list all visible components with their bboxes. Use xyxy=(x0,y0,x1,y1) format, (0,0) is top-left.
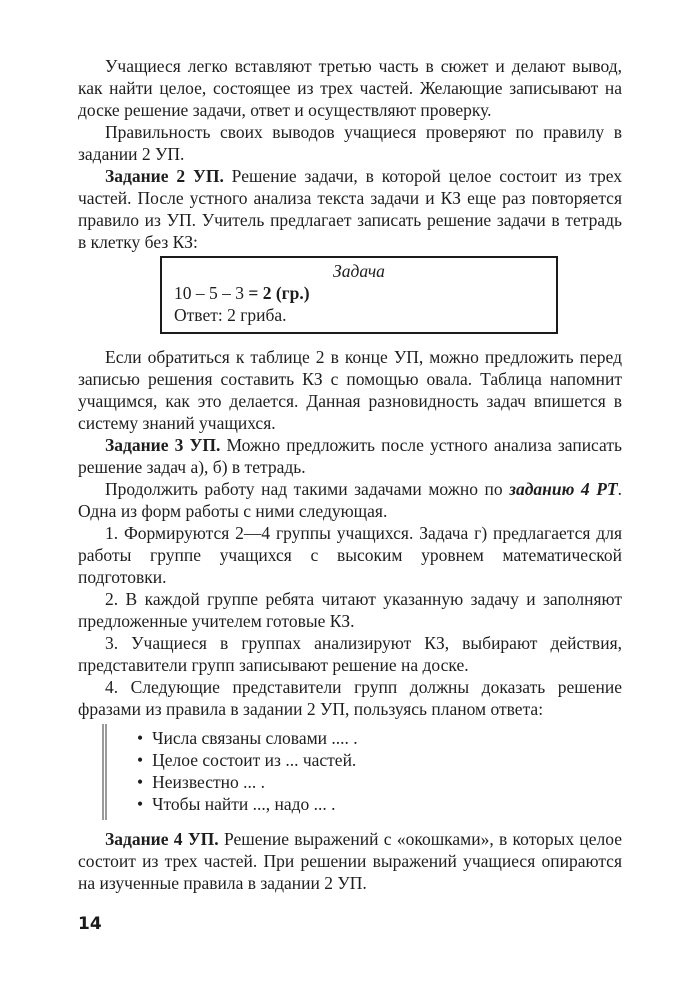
equation-line xyxy=(174,282,544,304)
continue-paragraph xyxy=(78,478,622,522)
task-3-label: Задание 3 УП. xyxy=(105,435,221,455)
task-4-label: Задание 4 УП. xyxy=(105,829,219,849)
plan-list-item: • Чтобы найти ..., надо ... . xyxy=(137,793,622,815)
task-2-text: Решение задачи, в которой целое состоит из трех частей. После устного анализа текста задачи и КЗ еще раз повторяется правило из УП. Учитель предлагает записать решение задачи в тетрадь в клетку без КЗ: xyxy=(78,166,622,252)
plan-list-item: • Целое состоит из ... частей. xyxy=(137,749,622,771)
plan-list-item: • Неизвестно ... . xyxy=(137,771,622,793)
table-hint-paragraph: Если обратиться к таблице 2 в конце УП, можно предложить перед записью решения составить КЗ с помощью овала. Таблица напомнит учащимся, как это делается. Данная разновидность задач впишется в систему знаний учащихся. xyxy=(78,347,622,433)
numbered-step-2: 2. В каждой группе ребята читают указанную задачу и заполняют предложенные учителем готовые КЗ. xyxy=(78,589,622,631)
answer-line: Ответ: 2 гриба. xyxy=(174,305,287,325)
solution-box-title: Задача xyxy=(333,261,385,281)
plan-list-item: • Числа связаны словами .... . xyxy=(137,727,622,749)
equation-plain: 10 – 5 – 3 xyxy=(174,283,249,303)
answer-plan-list xyxy=(102,724,622,820)
page-number: 14 xyxy=(78,914,102,934)
numbered-step-4: 4. Следующие представители групп должны доказать решение фразами из правила в задании 2 УП, пользуясь планом ответа: xyxy=(78,677,622,719)
continue-text-before: Продолжить работу над такими задачами можно по xyxy=(105,479,510,499)
task-3-paragraph xyxy=(78,434,622,478)
task-4-paragraph xyxy=(78,828,622,894)
task-2-label: Задание 2 УП. xyxy=(105,166,224,186)
continue-text-after: . Одна из форм работы с ними следующая. xyxy=(78,479,622,521)
equation-result: = 2 (гр.) xyxy=(248,283,310,303)
rule-check-paragraph: Правильность своих выводов учащиеся проверяют по правилу в задании 2 УП. xyxy=(78,122,622,164)
task-4-rt-emphasis: заданию 4 РТ xyxy=(509,479,618,499)
intro-paragraph: Учащиеся легко вставляют третью часть в сюжет и делают вывод, как найти целое, состоящее из трех частей. Желающие записывают на доске решение задачи, ответ и осуществляют проверку. xyxy=(78,56,622,120)
task-3-text: Можно предложить после устного анализа записать решение задач а), б) в тетрадь. xyxy=(78,435,622,477)
solution-box xyxy=(160,256,558,334)
numbered-step-3: 3. Учащиеся в группах анализируют КЗ, выбирают действия, представители групп записывают решение на доске. xyxy=(78,633,622,675)
task-4-text: Решение выражений с «окошками», в которых целое состоит из трех частей. При решении выражений учащиеся опираются на изученные правила в задании 2 УП. xyxy=(78,829,622,893)
task-2-paragraph xyxy=(78,165,622,253)
numbered-step-1: 1. Формируются 2—4 группы учащихся. Задача г) предлагается для работы группе учащихся с высоким уровнем математической подготовки. xyxy=(78,523,622,587)
